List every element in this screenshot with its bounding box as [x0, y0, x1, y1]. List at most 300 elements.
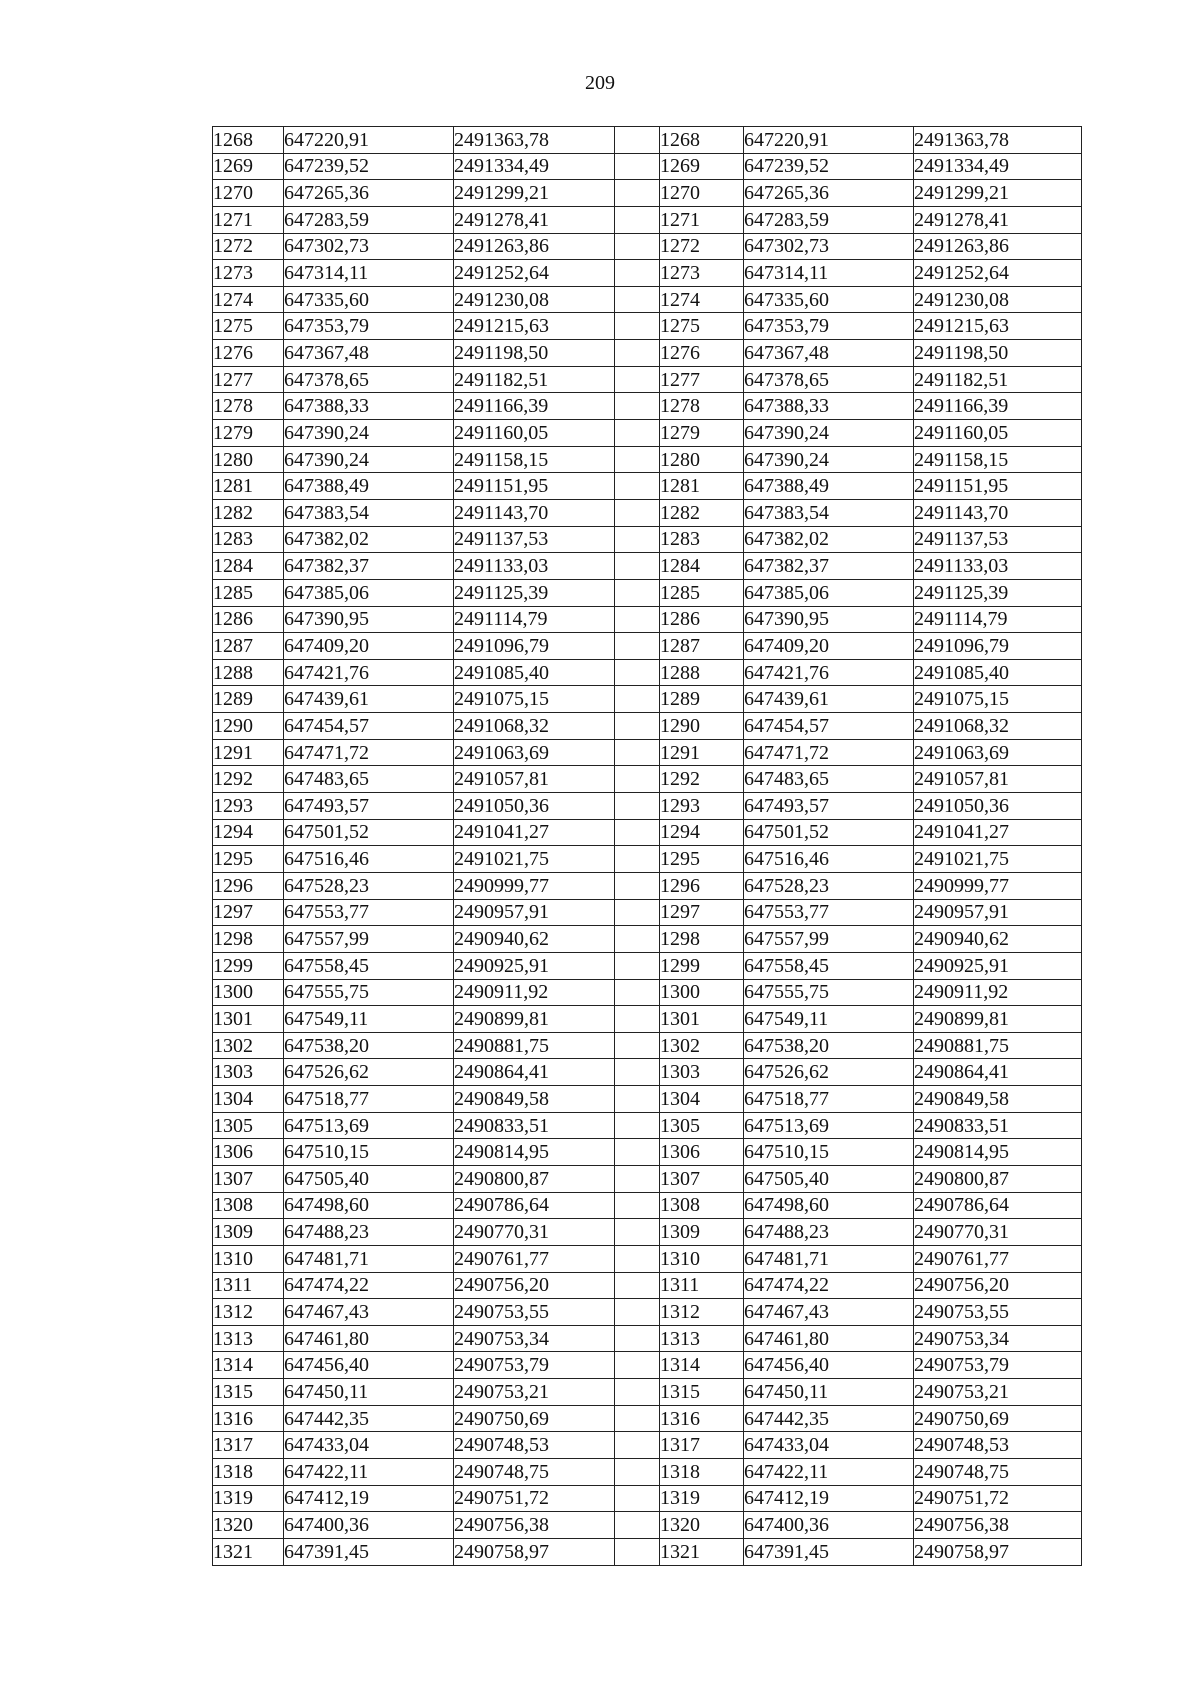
x-coordinate-cell-repeat: 647555,75 [744, 979, 914, 1006]
point-number-cell: 1275 [213, 313, 284, 340]
table-row [213, 127, 1082, 154]
point-number-cell-repeat: 1309 [660, 1219, 744, 1246]
table-row [213, 526, 1082, 553]
x-coordinate-cell-repeat: 647558,45 [744, 952, 914, 979]
point-number-cell-repeat: 1282 [660, 499, 744, 526]
y-coordinate-cell-repeat: 2490833,51 [914, 1112, 1082, 1139]
point-number-cell: 1270 [213, 180, 284, 207]
x-coordinate-cell-repeat: 647388,33 [744, 393, 914, 420]
x-coordinate-cell: 647439,61 [284, 686, 454, 713]
table-row [213, 1139, 1082, 1166]
x-coordinate-cell: 647390,24 [284, 420, 454, 447]
table-row [213, 553, 1082, 580]
point-number-cell-repeat: 1285 [660, 579, 744, 606]
point-number-cell: 1280 [213, 446, 284, 473]
x-coordinate-cell-repeat: 647335,60 [744, 286, 914, 313]
point-number-cell: 1293 [213, 793, 284, 820]
point-number-cell-repeat: 1306 [660, 1139, 744, 1166]
y-coordinate-cell-repeat: 2490940,62 [914, 926, 1082, 953]
empty-cell [615, 1299, 660, 1326]
point-number-cell: 1321 [213, 1538, 284, 1565]
point-number-cell: 1273 [213, 260, 284, 287]
x-coordinate-cell: 647488,23 [284, 1219, 454, 1246]
point-number-cell: 1288 [213, 659, 284, 686]
point-number-cell-repeat: 1278 [660, 393, 744, 420]
point-number-cell-repeat: 1283 [660, 526, 744, 553]
y-coordinate-cell-repeat: 2491252,64 [914, 260, 1082, 287]
x-coordinate-cell: 647421,76 [284, 659, 454, 686]
x-coordinate-cell: 647353,79 [284, 313, 454, 340]
empty-cell [615, 393, 660, 420]
table-row [213, 819, 1082, 846]
x-coordinate-cell-repeat: 647456,40 [744, 1352, 914, 1379]
point-number-cell: 1268 [213, 127, 284, 154]
point-number-cell-repeat: 1269 [660, 153, 744, 180]
table-row [213, 952, 1082, 979]
x-coordinate-cell: 647549,11 [284, 1006, 454, 1033]
x-coordinate-cell-repeat: 647528,23 [744, 872, 914, 899]
table-row [213, 713, 1082, 740]
table-row [213, 1112, 1082, 1139]
y-coordinate-cell-repeat: 2491041,27 [914, 819, 1082, 846]
y-coordinate-cell: 2491114,79 [454, 606, 615, 633]
y-coordinate-cell-repeat: 2490864,41 [914, 1059, 1082, 1086]
y-coordinate-cell-repeat: 2491160,05 [914, 420, 1082, 447]
point-number-cell: 1309 [213, 1219, 284, 1246]
y-coordinate-cell-repeat: 2490751,72 [914, 1485, 1082, 1512]
y-coordinate-cell: 2490753,34 [454, 1325, 615, 1352]
y-coordinate-cell: 2491230,08 [454, 286, 615, 313]
y-coordinate-cell-repeat: 2491334,49 [914, 153, 1082, 180]
empty-cell [615, 473, 660, 500]
y-coordinate-cell-repeat: 2491085,40 [914, 659, 1082, 686]
table-row [213, 926, 1082, 953]
point-number-cell-repeat: 1284 [660, 553, 744, 580]
x-coordinate-cell: 647553,77 [284, 899, 454, 926]
point-number-cell: 1285 [213, 579, 284, 606]
table-row [213, 793, 1082, 820]
x-coordinate-cell-repeat: 647467,43 [744, 1299, 914, 1326]
point-number-cell-repeat: 1302 [660, 1032, 744, 1059]
empty-cell [615, 446, 660, 473]
empty-cell [615, 793, 660, 820]
y-coordinate-cell: 2491182,51 [454, 366, 615, 393]
point-number-cell: 1314 [213, 1352, 284, 1379]
x-coordinate-cell-repeat: 647513,69 [744, 1112, 914, 1139]
y-coordinate-cell: 2491278,41 [454, 206, 615, 233]
point-number-cell: 1291 [213, 739, 284, 766]
point-number-cell: 1283 [213, 526, 284, 553]
y-coordinate-cell-repeat: 2491057,81 [914, 766, 1082, 793]
point-number-cell: 1274 [213, 286, 284, 313]
x-coordinate-cell-repeat: 647390,24 [744, 446, 914, 473]
point-number-cell-repeat: 1273 [660, 260, 744, 287]
point-number-cell-repeat: 1270 [660, 180, 744, 207]
empty-cell [615, 420, 660, 447]
table-row [213, 313, 1082, 340]
empty-cell [615, 1006, 660, 1033]
point-number-cell-repeat: 1279 [660, 420, 744, 447]
x-coordinate-cell: 647442,35 [284, 1405, 454, 1432]
y-coordinate-cell: 2491363,78 [454, 127, 615, 154]
empty-cell [615, 286, 660, 313]
y-coordinate-cell: 2491263,86 [454, 233, 615, 260]
empty-cell [615, 633, 660, 660]
x-coordinate-cell: 647510,15 [284, 1139, 454, 1166]
table-row [213, 366, 1082, 393]
x-coordinate-cell-repeat: 647400,36 [744, 1512, 914, 1539]
x-coordinate-cell-repeat: 647498,60 [744, 1192, 914, 1219]
y-coordinate-cell-repeat: 2491143,70 [914, 499, 1082, 526]
point-number-cell-repeat: 1304 [660, 1086, 744, 1113]
y-coordinate-cell: 2490911,92 [454, 979, 615, 1006]
y-coordinate-cell: 2491160,05 [454, 420, 615, 447]
table-row [213, 420, 1082, 447]
point-number-cell: 1300 [213, 979, 284, 1006]
y-coordinate-cell-repeat: 2490750,69 [914, 1405, 1082, 1432]
x-coordinate-cell-repeat: 647488,23 [744, 1219, 914, 1246]
table-row [213, 1379, 1082, 1406]
point-number-cell-repeat: 1276 [660, 340, 744, 367]
x-coordinate-cell-repeat: 647412,19 [744, 1485, 914, 1512]
x-coordinate-cell: 647471,72 [284, 739, 454, 766]
y-coordinate-cell: 2491334,49 [454, 153, 615, 180]
y-coordinate-cell: 2491075,15 [454, 686, 615, 713]
empty-cell [615, 1192, 660, 1219]
y-coordinate-cell-repeat: 2490756,20 [914, 1272, 1082, 1299]
table-row [213, 1006, 1082, 1033]
y-coordinate-cell-repeat: 2491021,75 [914, 846, 1082, 873]
empty-cell [615, 1245, 660, 1272]
y-coordinate-cell: 2491057,81 [454, 766, 615, 793]
empty-cell [615, 846, 660, 873]
y-coordinate-cell-repeat: 2490925,91 [914, 952, 1082, 979]
x-coordinate-cell: 647390,95 [284, 606, 454, 633]
y-coordinate-cell: 2491166,39 [454, 393, 615, 420]
point-number-cell: 1278 [213, 393, 284, 420]
y-coordinate-cell-repeat: 2491182,51 [914, 366, 1082, 393]
point-number-cell-repeat: 1305 [660, 1112, 744, 1139]
table-row [213, 206, 1082, 233]
y-coordinate-cell-repeat: 2491114,79 [914, 606, 1082, 633]
y-coordinate-cell-repeat: 2490770,31 [914, 1219, 1082, 1246]
empty-cell [615, 872, 660, 899]
point-number-cell-repeat: 1293 [660, 793, 744, 820]
point-number-cell-repeat: 1280 [660, 446, 744, 473]
point-number-cell-repeat: 1318 [660, 1459, 744, 1486]
x-coordinate-cell: 647265,36 [284, 180, 454, 207]
point-number-cell: 1317 [213, 1432, 284, 1459]
y-coordinate-cell: 2491125,39 [454, 579, 615, 606]
x-coordinate-cell: 647220,91 [284, 127, 454, 154]
y-coordinate-cell-repeat: 2490753,21 [914, 1379, 1082, 1406]
y-coordinate-cell: 2491068,32 [454, 713, 615, 740]
empty-cell [615, 739, 660, 766]
empty-cell [615, 952, 660, 979]
y-coordinate-cell: 2491198,50 [454, 340, 615, 367]
x-coordinate-cell: 647385,06 [284, 579, 454, 606]
x-coordinate-cell-repeat: 647553,77 [744, 899, 914, 926]
x-coordinate-cell-repeat: 647510,15 [744, 1139, 914, 1166]
table-row [213, 1059, 1082, 1086]
empty-cell [615, 606, 660, 633]
y-coordinate-cell-repeat: 2490748,53 [914, 1432, 1082, 1459]
y-coordinate-cell-repeat: 2491137,53 [914, 526, 1082, 553]
x-coordinate-cell-repeat: 647481,71 [744, 1245, 914, 1272]
table-row [213, 446, 1082, 473]
empty-cell [615, 579, 660, 606]
point-number-cell: 1318 [213, 1459, 284, 1486]
x-coordinate-cell-repeat: 647302,73 [744, 233, 914, 260]
y-coordinate-cell: 2490957,91 [454, 899, 615, 926]
table-row [213, 1512, 1082, 1539]
point-number-cell-repeat: 1316 [660, 1405, 744, 1432]
y-coordinate-cell-repeat: 2490881,75 [914, 1032, 1082, 1059]
point-number-cell: 1303 [213, 1059, 284, 1086]
point-number-cell: 1302 [213, 1032, 284, 1059]
x-coordinate-cell: 647513,69 [284, 1112, 454, 1139]
y-coordinate-cell: 2490814,95 [454, 1139, 615, 1166]
y-coordinate-cell: 2491151,95 [454, 473, 615, 500]
x-coordinate-cell-repeat: 647283,59 [744, 206, 914, 233]
y-coordinate-cell: 2491096,79 [454, 633, 615, 660]
x-coordinate-cell: 647383,54 [284, 499, 454, 526]
table-row [213, 899, 1082, 926]
y-coordinate-cell-repeat: 2490786,64 [914, 1192, 1082, 1219]
table-row [213, 1086, 1082, 1113]
y-coordinate-cell-repeat: 2491198,50 [914, 340, 1082, 367]
x-coordinate-cell-repeat: 647353,79 [744, 313, 914, 340]
x-coordinate-cell-repeat: 647516,46 [744, 846, 914, 873]
y-coordinate-cell-repeat: 2491215,63 [914, 313, 1082, 340]
y-coordinate-cell-repeat: 2491299,21 [914, 180, 1082, 207]
table-row [213, 286, 1082, 313]
x-coordinate-cell: 647382,37 [284, 553, 454, 580]
point-number-cell: 1276 [213, 340, 284, 367]
point-number-cell-repeat: 1315 [660, 1379, 744, 1406]
table-row [213, 1485, 1082, 1512]
x-coordinate-cell: 647467,43 [284, 1299, 454, 1326]
table-row [213, 846, 1082, 873]
point-number-cell-repeat: 1295 [660, 846, 744, 873]
point-number-cell-repeat: 1314 [660, 1352, 744, 1379]
x-coordinate-cell: 647516,46 [284, 846, 454, 873]
table-row [213, 1299, 1082, 1326]
empty-cell [615, 313, 660, 340]
y-coordinate-cell: 2490849,58 [454, 1086, 615, 1113]
x-coordinate-cell-repeat: 647483,65 [744, 766, 914, 793]
x-coordinate-cell-repeat: 647220,91 [744, 127, 914, 154]
x-coordinate-cell: 647283,59 [284, 206, 454, 233]
y-coordinate-cell: 2491143,70 [454, 499, 615, 526]
empty-cell [615, 1538, 660, 1565]
x-coordinate-cell-repeat: 647442,35 [744, 1405, 914, 1432]
point-number-cell: 1295 [213, 846, 284, 873]
point-number-cell: 1304 [213, 1086, 284, 1113]
y-coordinate-cell-repeat: 2491075,15 [914, 686, 1082, 713]
point-number-cell-repeat: 1297 [660, 899, 744, 926]
point-number-cell-repeat: 1312 [660, 1299, 744, 1326]
empty-cell [615, 819, 660, 846]
y-coordinate-cell: 2491085,40 [454, 659, 615, 686]
x-coordinate-cell: 647538,20 [284, 1032, 454, 1059]
empty-cell [615, 1272, 660, 1299]
point-number-cell: 1296 [213, 872, 284, 899]
empty-cell [615, 899, 660, 926]
empty-cell [615, 659, 660, 686]
x-coordinate-cell-repeat: 647385,06 [744, 579, 914, 606]
point-number-cell: 1287 [213, 633, 284, 660]
x-coordinate-cell-repeat: 647388,49 [744, 473, 914, 500]
point-number-cell: 1319 [213, 1485, 284, 1512]
table-row [213, 1165, 1082, 1192]
table-row [213, 1245, 1082, 1272]
y-coordinate-cell: 2490756,20 [454, 1272, 615, 1299]
point-number-cell: 1307 [213, 1165, 284, 1192]
point-number-cell-repeat: 1303 [660, 1059, 744, 1086]
empty-cell [615, 526, 660, 553]
y-coordinate-cell: 2490786,64 [454, 1192, 615, 1219]
x-coordinate-cell: 647382,02 [284, 526, 454, 553]
y-coordinate-cell: 2490750,69 [454, 1405, 615, 1432]
x-coordinate-cell: 647239,52 [284, 153, 454, 180]
y-coordinate-cell-repeat: 2491363,78 [914, 127, 1082, 154]
x-coordinate-cell: 647335,60 [284, 286, 454, 313]
point-number-cell: 1271 [213, 206, 284, 233]
table-row [213, 1405, 1082, 1432]
empty-cell [615, 1139, 660, 1166]
y-coordinate-cell-repeat: 2490899,81 [914, 1006, 1082, 1033]
x-coordinate-cell-repeat: 647382,37 [744, 553, 914, 580]
point-number-cell: 1305 [213, 1112, 284, 1139]
x-coordinate-cell: 647498,60 [284, 1192, 454, 1219]
point-number-cell: 1299 [213, 952, 284, 979]
x-coordinate-cell: 647505,40 [284, 1165, 454, 1192]
x-coordinate-cell: 647400,36 [284, 1512, 454, 1539]
x-coordinate-cell-repeat: 647367,48 [744, 340, 914, 367]
point-number-cell: 1316 [213, 1405, 284, 1432]
x-coordinate-cell: 647481,71 [284, 1245, 454, 1272]
y-coordinate-cell: 2490753,21 [454, 1379, 615, 1406]
y-coordinate-cell-repeat: 2491068,32 [914, 713, 1082, 740]
y-coordinate-cell: 2490751,72 [454, 1485, 615, 1512]
y-coordinate-cell: 2490761,77 [454, 1245, 615, 1272]
empty-cell [615, 1219, 660, 1246]
point-number-cell: 1297 [213, 899, 284, 926]
x-coordinate-cell: 647461,80 [284, 1325, 454, 1352]
page-number: 209 [585, 72, 615, 94]
table-row [213, 1192, 1082, 1219]
x-coordinate-cell: 647557,99 [284, 926, 454, 953]
x-coordinate-cell: 647493,57 [284, 793, 454, 820]
y-coordinate-cell-repeat: 2490756,38 [914, 1512, 1082, 1539]
y-coordinate-cell-repeat: 2490957,91 [914, 899, 1082, 926]
y-coordinate-cell: 2491021,75 [454, 846, 615, 873]
table-row [213, 1219, 1082, 1246]
y-coordinate-cell: 2490999,77 [454, 872, 615, 899]
x-coordinate-cell-repeat: 647390,24 [744, 420, 914, 447]
point-number-cell-repeat: 1274 [660, 286, 744, 313]
x-coordinate-cell: 647450,11 [284, 1379, 454, 1406]
x-coordinate-cell-repeat: 647421,76 [744, 659, 914, 686]
empty-cell [615, 979, 660, 1006]
empty-cell [615, 553, 660, 580]
empty-cell [615, 1325, 660, 1352]
y-coordinate-cell-repeat: 2491230,08 [914, 286, 1082, 313]
x-coordinate-cell-repeat: 647409,20 [744, 633, 914, 660]
x-coordinate-cell-repeat: 647314,11 [744, 260, 914, 287]
table-row [213, 180, 1082, 207]
empty-cell [615, 340, 660, 367]
point-number-cell-repeat: 1319 [660, 1485, 744, 1512]
y-coordinate-cell: 2490899,81 [454, 1006, 615, 1033]
point-number-cell-repeat: 1298 [660, 926, 744, 953]
point-number-cell: 1312 [213, 1299, 284, 1326]
x-coordinate-cell-repeat: 647474,22 [744, 1272, 914, 1299]
y-coordinate-cell: 2490753,79 [454, 1352, 615, 1379]
table-row [213, 1459, 1082, 1486]
y-coordinate-cell: 2490756,38 [454, 1512, 615, 1539]
empty-cell [615, 1405, 660, 1432]
y-coordinate-cell-repeat: 2490911,92 [914, 979, 1082, 1006]
point-number-cell: 1277 [213, 366, 284, 393]
table-row [213, 260, 1082, 287]
table-row [213, 1538, 1082, 1565]
y-coordinate-cell-repeat: 2490753,55 [914, 1299, 1082, 1326]
y-coordinate-cell-repeat: 2490761,77 [914, 1245, 1082, 1272]
x-coordinate-cell: 647390,24 [284, 446, 454, 473]
point-number-cell-repeat: 1311 [660, 1272, 744, 1299]
x-coordinate-cell: 647528,23 [284, 872, 454, 899]
x-coordinate-cell: 647474,22 [284, 1272, 454, 1299]
empty-cell [615, 1485, 660, 1512]
x-coordinate-cell-repeat: 647461,80 [744, 1325, 914, 1352]
empty-cell [615, 1352, 660, 1379]
table-row [213, 739, 1082, 766]
table-row [213, 499, 1082, 526]
empty-cell [615, 127, 660, 154]
point-number-cell: 1311 [213, 1272, 284, 1299]
x-coordinate-cell: 647518,77 [284, 1086, 454, 1113]
y-coordinate-cell: 2490940,62 [454, 926, 615, 953]
x-coordinate-cell-repeat: 647391,45 [744, 1538, 914, 1565]
x-coordinate-cell: 647422,11 [284, 1459, 454, 1486]
point-number-cell: 1286 [213, 606, 284, 633]
y-coordinate-cell-repeat: 2491263,86 [914, 233, 1082, 260]
point-number-cell: 1306 [213, 1139, 284, 1166]
x-coordinate-cell: 647526,62 [284, 1059, 454, 1086]
empty-cell [615, 1165, 660, 1192]
y-coordinate-cell-repeat: 2491151,95 [914, 473, 1082, 500]
x-coordinate-cell-repeat: 647239,52 [744, 153, 914, 180]
y-coordinate-cell: 2490748,75 [454, 1459, 615, 1486]
x-coordinate-cell-repeat: 647454,57 [744, 713, 914, 740]
point-number-cell-repeat: 1317 [660, 1432, 744, 1459]
x-coordinate-cell: 647558,45 [284, 952, 454, 979]
point-number-cell-repeat: 1277 [660, 366, 744, 393]
x-coordinate-cell: 647409,20 [284, 633, 454, 660]
point-number-cell: 1269 [213, 153, 284, 180]
y-coordinate-cell: 2491133,03 [454, 553, 615, 580]
y-coordinate-cell-repeat: 2491278,41 [914, 206, 1082, 233]
y-coordinate-cell-repeat: 2491166,39 [914, 393, 1082, 420]
y-coordinate-cell-repeat: 2491096,79 [914, 633, 1082, 660]
point-number-cell: 1281 [213, 473, 284, 500]
y-coordinate-cell: 2491063,69 [454, 739, 615, 766]
y-coordinate-cell: 2490864,41 [454, 1059, 615, 1086]
empty-cell [615, 1112, 660, 1139]
point-number-cell: 1320 [213, 1512, 284, 1539]
